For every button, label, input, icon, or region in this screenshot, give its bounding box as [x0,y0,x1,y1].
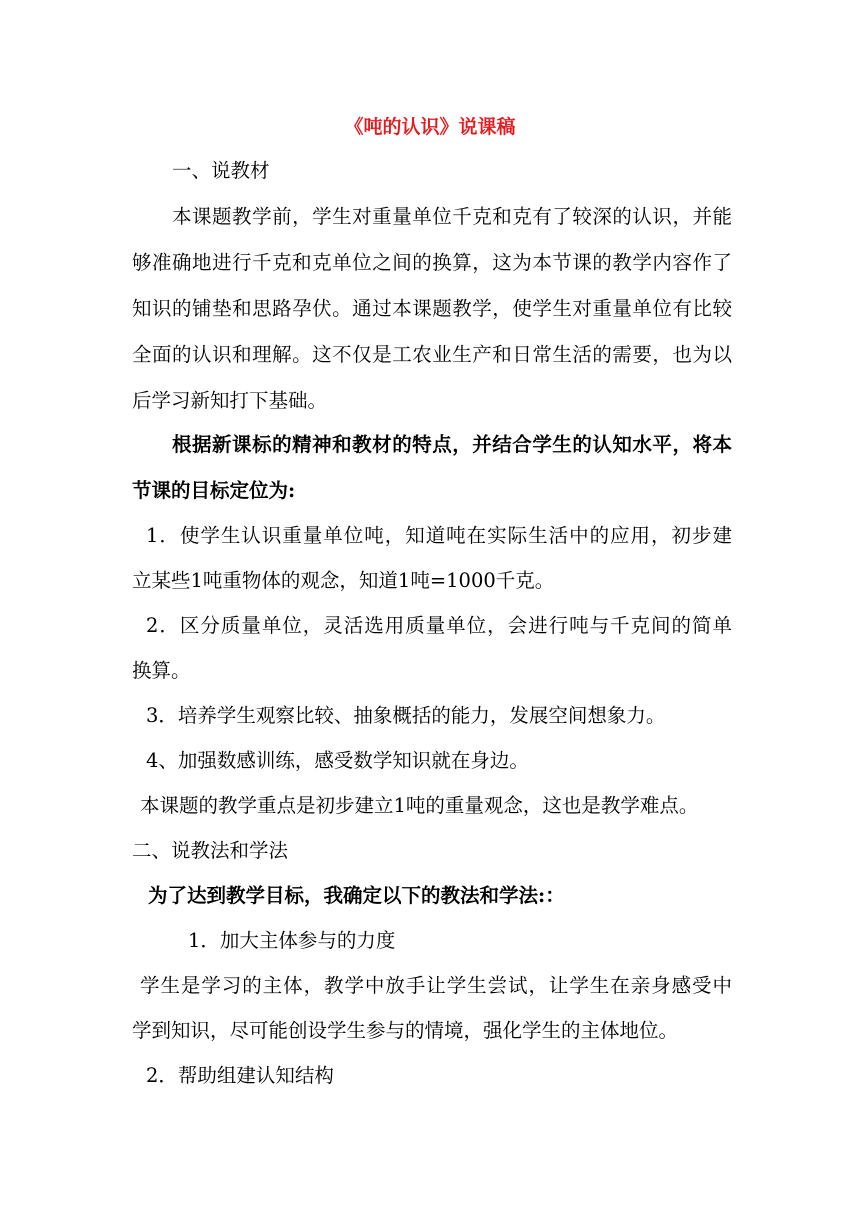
paragraph-line: 节课的目标定位为: [132,479,296,502]
paragraph-line: 4、加强数感训练，感受数学知识就在身边。 [146,749,529,772]
paragraph-line: 后学习新知打下基础。 [132,389,328,412]
paragraph-line: 知识的铺垫和思路孕伏。通过本课题教学，使学生对重量单位有比较 [132,297,732,320]
paragraph-line: 够准确地进行千克和克单位之间的换算，这为本节课的教学内容作了 [132,251,732,274]
paragraph-line: 根据新课标的精神和教材的特点，并结合学生的认知水平，将本 [172,433,732,456]
paragraph-line: 换算。 [132,659,191,682]
paragraph-line: 学生是学习的主体，教学中放手让学生尝试，让学生在亲身感受中 [140,974,732,997]
paragraph-line: 本课题教学前，学生对重量单位千克和克有了较深的认识，并能 [172,205,732,228]
paragraph-line: 1．使学生认识重量单位吨，知道吨在实际生活中的应用，初步建 [146,524,732,547]
paragraph-line: 为了达到教学目标，我确定以下的教法和学法:： [148,884,565,907]
paragraph-line: 3．培养学生观察比较、抽象概括的能力，发展空间想象力。 [146,704,666,727]
document-title: 《吨的认识》说课稿 [344,116,516,138]
paragraph-line: 学到知识，尽可能创设学生参与的情境，强化学生的主体地位。 [132,1019,679,1042]
paragraph-line: 一、说教材 [172,159,270,182]
paragraph-line: 二、说教法和学法 [132,839,289,862]
paragraph-line: 1．加大主体参与的力度 [188,929,396,952]
paragraph-line: 2．区分质量单位，灵活选用质量单位，会进行吨与千克间的简单 [146,614,732,637]
paragraph-line: 立某些1吨重物体的观念，知道1吨=1000千克。 [132,569,555,592]
paragraph-line: 本课题的教学重点是初步建立1吨的重量观念，这也是教学难点。 [140,794,699,817]
paragraph-line: 全面的认识和理解。这不仅是工农业生产和日常生活的需要，也为以 [132,343,732,366]
paragraph-line: 2．帮助组建认知结构 [146,1064,334,1087]
